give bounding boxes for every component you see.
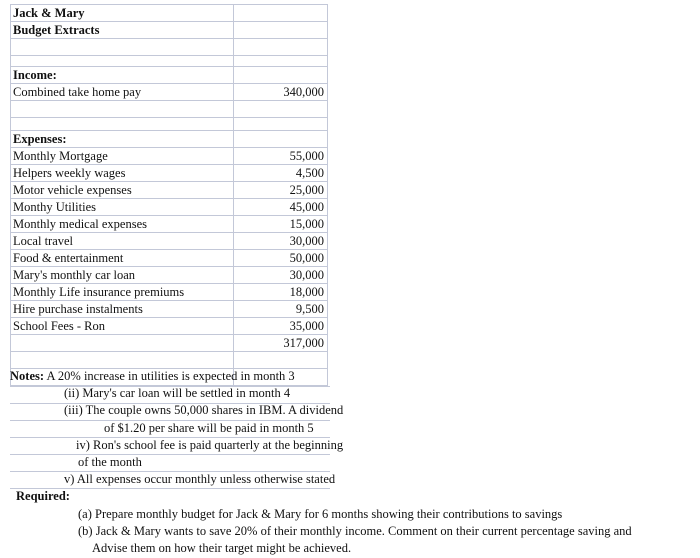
required-heading: Required: [16, 489, 70, 504]
empty-cell[interactable] [234, 39, 328, 56]
notes-section [10, 368, 700, 557]
expense-label[interactable]: Monthly medical expenses [11, 216, 234, 233]
note-1 [10, 368, 700, 385]
row-divider [10, 420, 330, 421]
row-divider [10, 403, 330, 404]
note-4b: of the month [78, 455, 142, 470]
expense-row [11, 216, 328, 233]
expense-label[interactable]: Monthly Mortgage [11, 148, 234, 165]
expense-label[interactable]: Mary's monthly car loan [11, 267, 234, 284]
note-5: v) All expenses occur monthly unless otherwise stated [64, 472, 336, 487]
empty-cell[interactable] [234, 22, 328, 39]
expense-label[interactable]: Monthy Utilities [11, 199, 234, 216]
expense-label[interactable]: School Fees - Ron [11, 318, 234, 335]
expense-row [11, 284, 328, 301]
expense-label[interactable]: Helpers weekly wages [11, 165, 234, 182]
empty-cell[interactable] [234, 67, 328, 84]
expense-label[interactable]: Monthly Life insurance premiums [11, 284, 234, 301]
expense-label[interactable]: Food & entertainment [11, 250, 234, 267]
expense-row [11, 148, 328, 165]
expense-row [11, 250, 328, 267]
note-1-text: A 20% increase in utilities is expected in month 3 [46, 369, 295, 383]
blank-row [11, 118, 328, 131]
expense-value[interactable]: 35,000 [234, 318, 328, 335]
expense-value[interactable]: 30,000 [234, 267, 328, 284]
expense-label[interactable]: Hire purchase instalments [11, 301, 234, 318]
expense-value[interactable]: 18,000 [234, 284, 328, 301]
note-4a: iv) Ron's school fee is paid quarterly at the beginning [76, 437, 344, 452]
row-divider [10, 454, 330, 455]
expense-value[interactable]: 30,000 [234, 233, 328, 250]
blank-row [11, 56, 328, 67]
expense-total[interactable]: 317,000 [234, 335, 328, 352]
empty-cell[interactable] [11, 39, 234, 56]
budget-sheet [10, 4, 328, 386]
blank-row [11, 101, 328, 118]
blank-row [11, 352, 328, 369]
empty-cell[interactable] [234, 131, 328, 148]
income-value[interactable]: 340,000 [234, 84, 328, 101]
expenses-heading-row [11, 131, 328, 148]
required-b1: (b) Jack & Mary wants to save 20% of their monthly income. Comment on their current percentage saving and [78, 523, 632, 538]
expense-value[interactable]: 50,000 [234, 250, 328, 267]
expenses-heading[interactable]: Expenses: [11, 131, 234, 148]
empty-cell[interactable] [234, 101, 328, 118]
row-divider [10, 471, 330, 472]
expense-row [11, 165, 328, 182]
title-line-2[interactable]: Budget Extracts [11, 22, 234, 39]
row-divider [10, 488, 330, 489]
note-3a: (iii) The couple owns 50,000 shares in IBM. A dividend [64, 403, 344, 418]
empty-cell[interactable] [11, 56, 234, 67]
empty-cell[interactable] [11, 335, 234, 352]
income-heading-row [11, 67, 328, 84]
note-2: (ii) Mary's car loan will be settled in month 4 [64, 386, 291, 401]
income-label[interactable]: Combined take home pay [11, 84, 234, 101]
expense-row [11, 267, 328, 284]
required-b2: Advise them on how their target might be achieved. [92, 541, 352, 556]
empty-cell[interactable] [234, 118, 328, 131]
expense-row [11, 182, 328, 199]
empty-cell[interactable] [11, 101, 234, 118]
blank-row [11, 39, 328, 56]
expense-row [11, 199, 328, 216]
empty-cell[interactable] [234, 352, 328, 369]
expense-value[interactable]: 55,000 [234, 148, 328, 165]
empty-cell[interactable] [11, 118, 234, 131]
expense-row [11, 318, 328, 335]
required-a: (a) Prepare monthly budget for Jack & Mary for 6 months showing their contributions to savings [78, 506, 563, 521]
notes-heading: Notes: [10, 369, 45, 383]
expense-value[interactable]: 25,000 [234, 182, 328, 199]
row-divider [10, 437, 330, 438]
note-3b: of $1.20 per share will be paid in month 5 [104, 420, 314, 435]
expense-row [11, 233, 328, 250]
empty-cell[interactable] [234, 5, 328, 22]
expense-label[interactable]: Local travel [11, 233, 234, 250]
expense-value[interactable]: 15,000 [234, 216, 328, 233]
income-heading[interactable]: Income: [11, 67, 234, 84]
empty-cell[interactable] [234, 56, 328, 67]
empty-cell[interactable] [11, 352, 234, 369]
expense-value[interactable]: 4,500 [234, 165, 328, 182]
title-row-2 [11, 22, 328, 39]
title-line-1[interactable]: Jack & Mary [11, 5, 234, 22]
expense-label[interactable]: Motor vehicle expenses [11, 182, 234, 199]
title-row-1 [11, 5, 328, 22]
expense-value[interactable]: 45,000 [234, 199, 328, 216]
expense-row [11, 301, 328, 318]
expense-value[interactable]: 9,500 [234, 301, 328, 318]
income-row [11, 84, 328, 101]
expense-total-row [11, 335, 328, 352]
row-divider [10, 386, 330, 387]
